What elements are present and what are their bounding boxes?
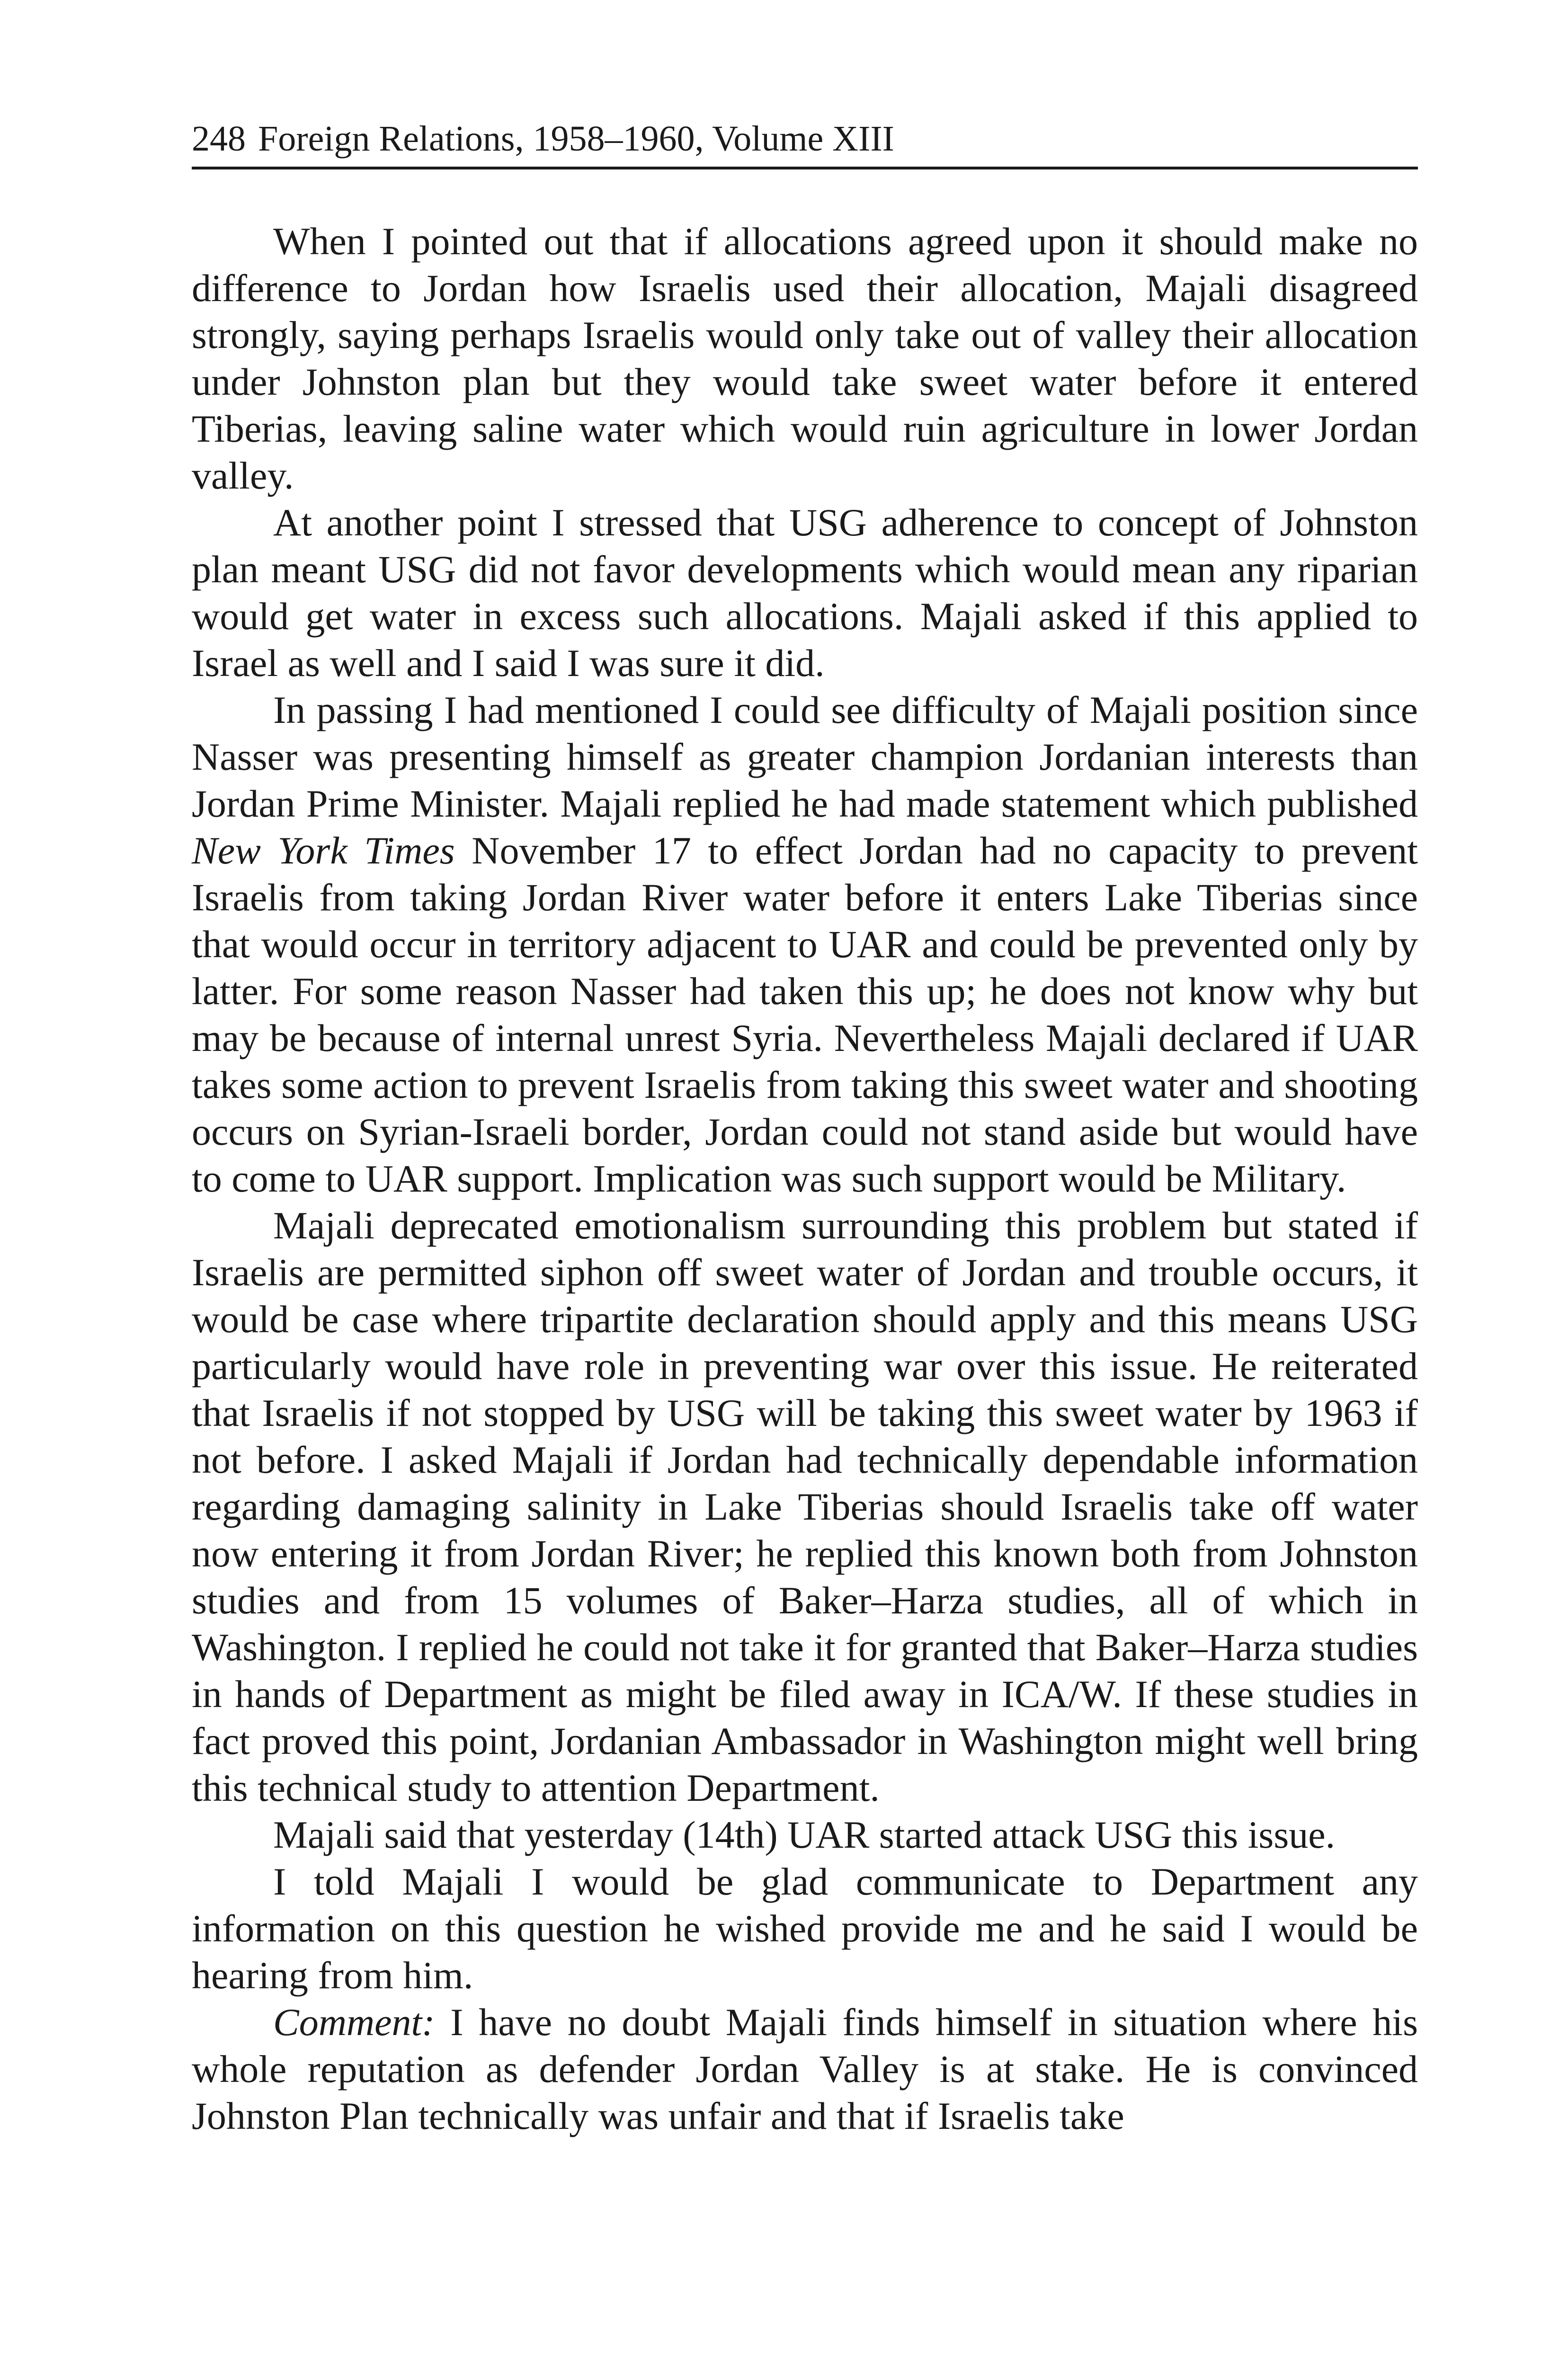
paragraph-6: I told Majali I would be glad communicate to Department any information on this question he wished provide me and he said I would be hearing from him. xyxy=(192,1860,1418,1997)
paragraph-5: Majali said that yesterday (14th) UAR started attack USG this issue. xyxy=(273,1813,1336,1856)
paragraph-3-part-b: November 17 to effect Jordan had no capacity to prevent Israelis from taking Jordan River water before it enters Lake Tiberias since that would occur in territory adjacent to UAR and could be prevented only by latter. For some reason Nasser had taken this up; he does not know why but may be because of internal unrest Syria. Nevertheless Majali declared if UAR takes some action to prevent Israelis from taking this sweet water and shooting occurs on Syrian-Israeli border, Jordan could not stand aside but would have to come to UAR support. Implication was such support would be Military. xyxy=(192,829,1418,1200)
paragraph-2: At another point I stressed that USG adherence to concept of Johnston plan meant USG did not favor developments which would mean any riparian would get water in excess such allocations. Majali asked if this applied to Israel as well and I said I was sure it did. xyxy=(192,501,1418,685)
paragraph-3-part-a: In passing I had mentioned I could see difficulty of Majali position since Nasser was presenting himself as greater champion Jordanian interests than Jordan Prime Minister. Majali replied he had made statement which published xyxy=(192,688,1418,825)
paragraph-1: When I pointed out that if allocations agreed upon it should make no difference to Jordan how Israelis used their allocation, Majali disagreed strongly, saying perhaps Israelis would only take out of valley their allocation under Johnston plan but they would take sweet water before it entered Tiberias, leaving saline water which would ruin agriculture in lower Jordan valley. xyxy=(192,220,1418,497)
comment-label: Comment: xyxy=(273,2001,435,2044)
body-text xyxy=(192,218,1418,2139)
header-rule xyxy=(192,167,1418,169)
running-header xyxy=(192,117,1423,169)
page-number: 248 xyxy=(192,119,246,159)
newspaper-title: New York Times xyxy=(192,829,455,872)
paragraph-4: Majali deprecated emotionalism surrounding this problem but stated if Israelis are permitted siphon off sweet water of Jordan and trouble occurs, it would be case where tripartite declaration should apply and this means USG particularly would have role in preventing war over this issue. He reiterated that Israelis if not stopped by USG will be taking this sweet water by 1963 if not before. I asked Majali if Jordan had technically dependable information regarding damaging salinity in Lake Tiberias should Israelis take off water now entering it from Jordan River; he replied this known both from Johnston studies and from 15 volumes of Baker–Harza studies, all of which in Washington. I replied he could not take it for granted that Baker–Harza studies in hands of Department as might be filed away in ICA/W. If these studies in fact proved this point, Jordanian Ambassador in Washington might well bring this technical study to attention Department. xyxy=(192,1204,1418,1809)
running-title: Foreign Relations, 1958–1960, Volume XIII xyxy=(258,119,894,159)
paragraph-7 xyxy=(192,1999,1418,2139)
comment-text: I have no doubt Majali finds himself in situation where his whole reputation as defender Jordan Valley is at stake. He is convinced Johnston Plan technically was unfair and that if Israelis take xyxy=(192,2001,1418,2137)
paragraph-3 xyxy=(192,686,1418,1202)
